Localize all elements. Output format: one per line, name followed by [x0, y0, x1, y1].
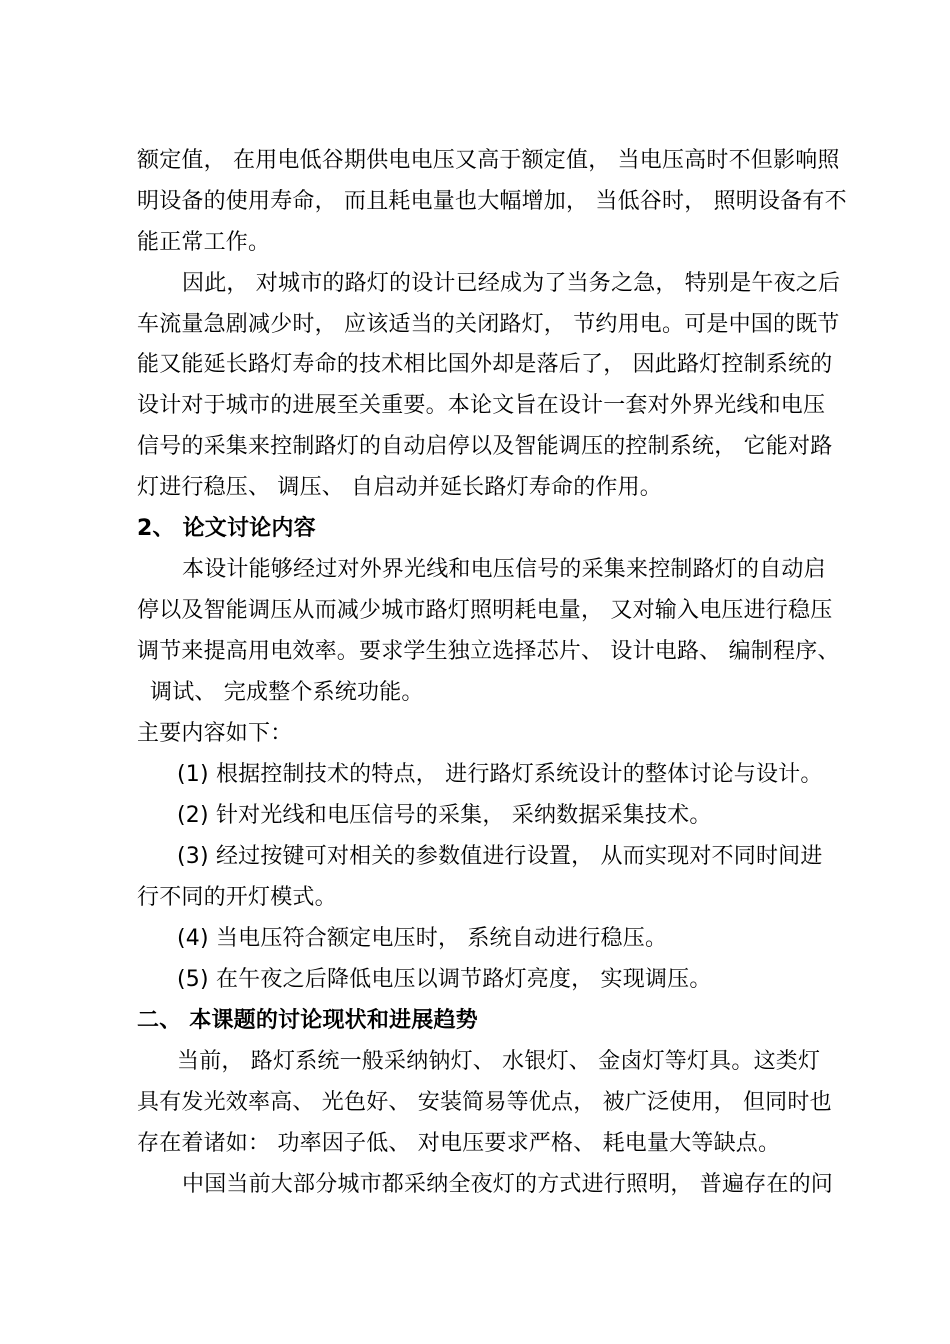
- text-line: 能又能延长路灯寿命的技术相比国外却是落后了， 因此路灯控制系统的: [137, 352, 833, 377]
- text-line: 停以及智能调压从而减少城市路灯照明耗电量， 又对输入电压进行稳压: [137, 598, 833, 623]
- text-line: 当前， 路灯系统一般采纳钠灯、 水银灯、 金卤灯等灯具。这类灯: [177, 1049, 821, 1074]
- text-line: 行不同的开灯模式。: [137, 885, 337, 910]
- text-line: 中国当前大部分城市都采纳全夜灯的方式进行照明， 普遍存在的问: [182, 1172, 833, 1197]
- text-line: 车流量急剧减少时， 应该适当的关闭路灯， 节约用电。可是中国的既节: [137, 312, 840, 337]
- list-item: (1) 根据控制技术的特点， 进行路灯系统设计的整体讨论与设计。: [177, 762, 823, 787]
- text-line: 调节来提高用电效率。要求学生独立选择芯片、 设计电路、 编制程序、: [137, 639, 840, 664]
- section-heading: 2、 论文讨论内容: [137, 516, 316, 541]
- text-line: 本设计能够经过对外界光线和电压信号的采集来控制路灯的自动启: [182, 557, 826, 582]
- text-line: 明设备的使用寿命， 而且耗电量也大幅增加， 当低谷时， 照明设备有不: [137, 189, 847, 214]
- list-item: (4) 当电压符合额定电压时， 系统自动进行稳压。: [177, 926, 668, 951]
- text-line: 具有发光效率高、 光色好、 安装简易等优点， 被广泛使用， 但同时也: [137, 1090, 832, 1115]
- text-line: 灯进行稳压、 调压、 自启动并延长路灯寿命的作用。: [137, 475, 662, 500]
- text-line: 额定值， 在用电低谷期供电电压又高于额定值， 当电压高时不但影响照: [137, 148, 840, 173]
- text-line: 调试、 完成整个系统功能。: [150, 680, 424, 705]
- section-heading: 二、 本课题的讨论现状和进展趋势: [137, 1008, 478, 1033]
- text-line: 信号的采集来控制路灯的自动启停以及智能调压的控制系统， 它能对路: [137, 434, 833, 459]
- list-item: (3) 经过按键可对相关的参数值进行设置， 从而实现对不同时间进: [177, 844, 823, 869]
- list-item: (2) 针对光线和电压信号的采集， 采纳数据采集技术。: [177, 803, 712, 828]
- text-line: 主要内容如下：: [137, 721, 293, 746]
- list-item: (5) 在午夜之后降低电压以调节路灯亮度， 实现调压。: [177, 967, 712, 992]
- text-line: 因此， 对城市的路灯的设计已经成为了当务之急， 特别是午夜之后: [182, 271, 841, 296]
- text-line: 存在着诸如： 功率因子低、 对电压要求严格、 耗电量大等缺点。: [137, 1131, 781, 1156]
- text-line: 能正常工作。: [137, 230, 271, 255]
- text-line: 设计对于城市的进展至关重要。本论文旨在设计一套对外界光线和电压: [137, 393, 826, 418]
